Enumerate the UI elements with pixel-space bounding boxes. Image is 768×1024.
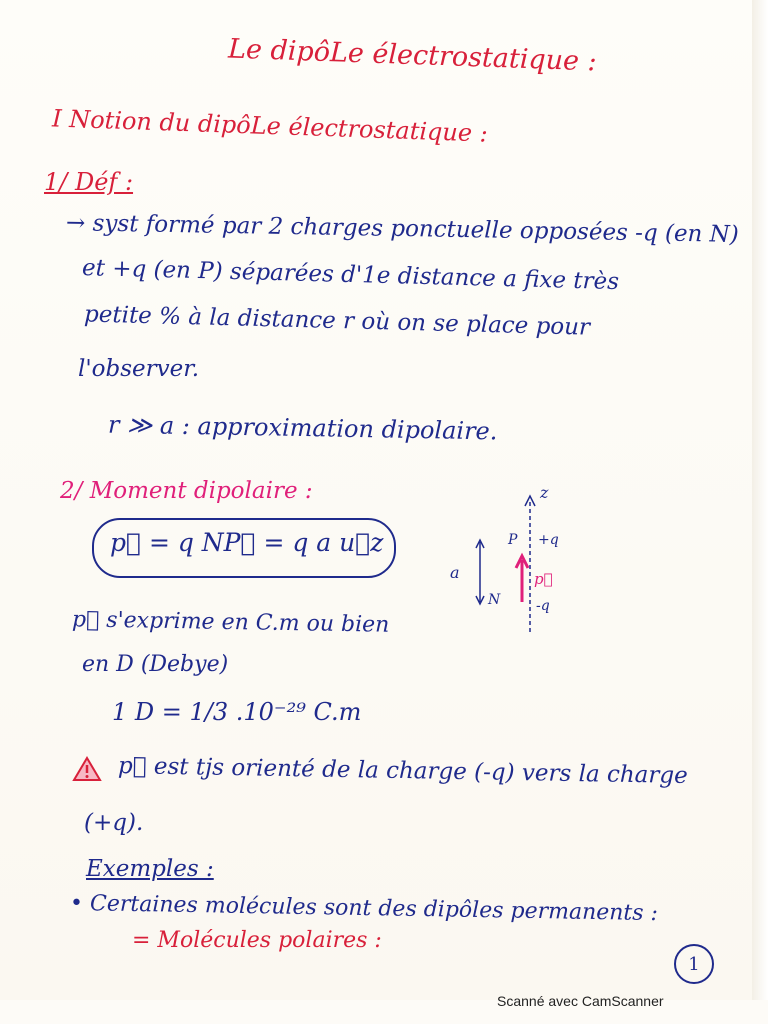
examples-heading: Exemples :: [86, 856, 214, 882]
definition-line-4: l'observer.: [78, 356, 200, 382]
z-axis-label: z: [540, 483, 549, 502]
example-bullet: • Certaines molécules sont des dipôles permanents :: [69, 890, 659, 927]
point-n-label: N: [488, 592, 501, 608]
point-p-label: P: [508, 532, 518, 548]
negative-charge-label: -q: [536, 598, 550, 614]
unit-line-1: p⃗ s'exprime en C.m ou bien: [71, 607, 390, 638]
dipole-moment-formula: p⃗ = q NP⃗ = q a u⃗z: [110, 528, 384, 557]
definition-line-2: et +q (en P) séparées d'1e distance a fixe très: [81, 254, 620, 296]
page-title: Le dipôLe électrostatique :: [227, 33, 598, 78]
definition-line-1: → syst formé par 2 charges ponctuelle opposées -q (en N): [65, 210, 740, 248]
distance-label: a: [450, 563, 460, 582]
unit-line-2: en D (Debye): [82, 652, 229, 677]
page-number: 1: [674, 944, 714, 984]
dipole-diagram: [430, 482, 590, 652]
vector-p-label: p⃗: [534, 570, 553, 588]
warning-icon: [72, 756, 102, 782]
approximation-note: r ≫ a : approximation dipolaire.: [107, 410, 498, 446]
section-heading-notion: I Notion du dipôLe électrostatique :: [51, 104, 489, 148]
example-sub-item: = Molécules polaires :: [132, 928, 382, 953]
definition-line-3: petite % à la distance r où on se place pour: [83, 301, 591, 341]
subheading-definition: 1/ Déf :: [44, 168, 134, 196]
orientation-rule-line-2: (+q).: [84, 810, 144, 836]
scanner-watermark: Scanné avec CamScanner: [497, 993, 664, 1009]
orientation-rule-line-1: p⃗ est tjs orienté de la charge (-q) vers la charge: [117, 753, 688, 789]
positive-charge-label: +q: [538, 532, 559, 548]
page-edge: [752, 0, 768, 1000]
subheading-dipole-moment: 2/ Moment dipolaire :: [60, 478, 313, 504]
debye-relation: 1 D = 1/3 .10⁻²⁹ C.m: [112, 698, 362, 726]
